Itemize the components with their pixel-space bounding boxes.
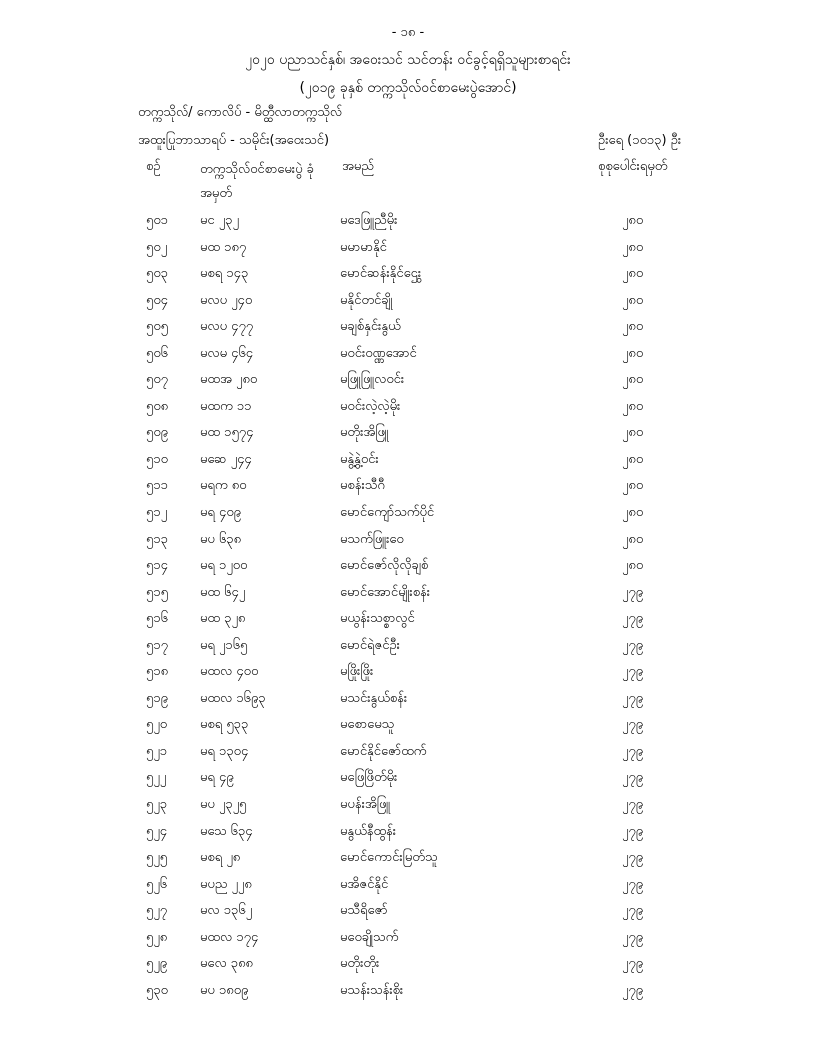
roll-number: မပ ၁၈၀၉ bbox=[200, 982, 249, 998]
row-number: ၅၂၀ bbox=[146, 717, 168, 733]
roll-number: မထ ၃၂၈ bbox=[200, 611, 246, 627]
header-total: စုစုပေါင်းရမှတ် bbox=[598, 159, 668, 174]
row-number: ၅၃၀ bbox=[146, 982, 168, 998]
student-name: မနွယ်နီထွန်း bbox=[340, 823, 397, 839]
roll-number: မလေ ၃၈၈ bbox=[200, 956, 253, 972]
table-row bbox=[0, 845, 816, 872]
roll-number: မပ ၆၃၈ bbox=[200, 531, 242, 547]
roll-number: မရ ၄၀၉ bbox=[200, 505, 241, 521]
roll-number: မပ ၂၃၂၅ bbox=[200, 797, 247, 813]
table-row bbox=[0, 473, 816, 500]
row-number: ၅၀၇ bbox=[146, 372, 168, 388]
table-row bbox=[0, 580, 816, 607]
row-number: ၅၂၉ bbox=[146, 956, 168, 972]
row-number: ၅၀၆ bbox=[146, 345, 168, 361]
row-number: ၅၁၂ bbox=[146, 505, 168, 521]
table-row bbox=[0, 659, 816, 686]
table-row bbox=[0, 553, 816, 580]
student-name: မတိုးတိုး bbox=[340, 956, 380, 972]
table-row bbox=[0, 367, 816, 394]
roll-number: မပည ၂၂၈ bbox=[200, 876, 252, 892]
header-roll: တက္ကသိုလ်ဝင်စာမေးပွဲ ခုံအမှတ် bbox=[200, 162, 314, 201]
row-number: ၅၁၈ bbox=[146, 664, 169, 680]
roll-number: မလ ၁၃၆၂ bbox=[200, 903, 253, 919]
total-marks: ၂၇၉ bbox=[622, 982, 644, 998]
table-row bbox=[0, 606, 816, 633]
table-row bbox=[0, 341, 816, 368]
table-row bbox=[0, 739, 816, 766]
table-row bbox=[0, 712, 816, 739]
student-name: မပန်းအိဖြူ bbox=[340, 797, 391, 813]
row-number: ၅၂၅ bbox=[146, 850, 168, 866]
table-row bbox=[0, 819, 816, 846]
student-name: မစောမေသူ bbox=[340, 717, 395, 733]
student-name: မဝင်းလဲ့လဲ့မိုး bbox=[340, 398, 401, 414]
table-row bbox=[0, 951, 816, 978]
student-name: မသက်ဖြူးဝေ bbox=[340, 531, 404, 547]
total-marks: ၂၈၀ bbox=[622, 319, 644, 335]
total-marks: ၂၈၀ bbox=[622, 213, 644, 228]
student-name: မောင်ဆန်းနိုင်ဌွေး bbox=[340, 266, 422, 282]
total-marks: ၂၈၀ bbox=[622, 372, 644, 388]
total-marks: ၂၇၉ bbox=[622, 743, 644, 759]
row-number: ၅၂၈ bbox=[146, 929, 168, 945]
student-name: မဖြိုးဖြိုး bbox=[340, 664, 374, 680]
roll-number: မဆေ ၂၄၄ bbox=[200, 451, 252, 467]
student-name: မချစ်နှင်းနွယ် bbox=[340, 319, 401, 335]
total-marks: ၂၈၀ bbox=[622, 451, 644, 467]
roll-number: မစရ ၂၈ bbox=[200, 850, 241, 866]
total-marks: ၂၈၀ bbox=[622, 531, 644, 547]
table-row bbox=[0, 394, 816, 421]
row-number: ၅၂၇ bbox=[146, 903, 168, 919]
student-name: မစန်းသီဂီ bbox=[340, 478, 385, 494]
table-row bbox=[0, 925, 816, 952]
page-number: - ၁၈ - bbox=[391, 25, 425, 40]
student-name: မဝင်းဝဏ္ဏအောင် bbox=[340, 345, 417, 361]
student-name: မအိဇင်နိုင် bbox=[340, 876, 389, 892]
student-name: မသီရိဇော် bbox=[340, 903, 388, 919]
total-marks: ၂၈၀ bbox=[622, 558, 644, 574]
total-marks: ၂၇၉ bbox=[622, 956, 644, 972]
roll-number: မထလ ၁၇၄ bbox=[200, 929, 259, 945]
table-row bbox=[0, 261, 816, 288]
roll-number: မထလ ၁၆၉၃ bbox=[200, 690, 266, 706]
row-number: ၅၁၇ bbox=[146, 637, 168, 653]
roll-number: မစရ ၅၃၃ bbox=[200, 717, 249, 733]
student-name: မဝေချိုသက် bbox=[340, 929, 399, 945]
university-line: တက္ကသိုလ်/ ကောလိပ် - မိတ္ထီလာတက္ကသိုလ် bbox=[138, 105, 343, 120]
table-row bbox=[0, 500, 816, 527]
table-row bbox=[0, 447, 816, 474]
row-number: ၅၀၅ bbox=[146, 319, 168, 335]
total-marks: ၂၈၀ bbox=[622, 505, 644, 521]
total-marks: ၂၇၉ bbox=[622, 770, 644, 786]
roll-number: မလပ ၂၄၀ bbox=[200, 292, 253, 308]
document-title: ၂၀၂၀ ပညာသင်နှစ်၊ အဝေးသင် သင်တန်း ဝင်ခွင့်ရရှိသူများစာရင်း bbox=[245, 52, 571, 68]
row-number: ၅၁၉ bbox=[146, 690, 168, 706]
document-subtitle: (၂၀၁၉ ခုနှစ် တက္ကသိုလ်ဝင်စာမေးပွဲအောင်) bbox=[299, 80, 517, 96]
student-name: မောင်နိုင်ဇော်ထက် bbox=[340, 743, 427, 759]
total-marks: ၂၈၀ bbox=[622, 398, 644, 414]
table-row bbox=[0, 527, 816, 554]
roll-number: မင ၂၃၂ bbox=[200, 213, 239, 228]
student-name: မောင်ရဲဇင်ဦး bbox=[340, 637, 400, 653]
row-number: ၅၂၁ bbox=[146, 743, 168, 759]
student-name: မမာမာနိုင် bbox=[340, 239, 387, 255]
roll-number: မစရ ၁၄၃ bbox=[200, 266, 249, 282]
total-count: ဦးရေ (၁၀၁၃) ဦး bbox=[598, 133, 682, 148]
total-marks: ၂၇၉ bbox=[622, 690, 644, 706]
table-row bbox=[0, 792, 816, 819]
roll-number: မထ ၁၅၇၄ bbox=[200, 425, 254, 441]
row-number: ၅၂၃ bbox=[146, 797, 168, 813]
total-marks: ၂၈၀ bbox=[622, 425, 644, 441]
total-marks: ၂၈၀ bbox=[622, 478, 644, 494]
row-number: ၅၀၁ bbox=[146, 213, 168, 228]
total-marks: ၂၈၀ bbox=[622, 292, 644, 308]
table-row bbox=[0, 314, 816, 341]
total-marks: ၂၈၀ bbox=[622, 266, 644, 282]
table-row bbox=[0, 633, 816, 660]
header-name: အမည် bbox=[342, 159, 374, 174]
table-row bbox=[0, 686, 816, 713]
row-number: ၅၁၁ bbox=[146, 478, 168, 494]
student-name: မဖြူဖြူလဝင်း bbox=[340, 372, 405, 388]
row-number: ၅၂၄ bbox=[146, 823, 168, 839]
student-name: မောင်ကောင်းမြတ်သူ bbox=[340, 850, 438, 866]
total-marks: ၂၇၉ bbox=[622, 850, 644, 866]
total-marks: ၂၇၉ bbox=[622, 903, 644, 919]
table-row bbox=[0, 872, 816, 899]
student-name: မယွန်းသစ္စာလွင် bbox=[340, 611, 415, 627]
table-row bbox=[0, 978, 816, 1005]
roll-number: မထ ၁၈၇ bbox=[200, 239, 247, 255]
table-row bbox=[0, 235, 816, 262]
total-marks: ၂၇၉ bbox=[622, 823, 644, 839]
table-row bbox=[0, 898, 816, 925]
table-row bbox=[0, 765, 816, 792]
student-name: မဒေဖြူညီမိုး bbox=[340, 213, 398, 228]
total-marks: ၂၇၉ bbox=[622, 717, 644, 733]
results-table bbox=[0, 208, 816, 1004]
roll-number: မရ ၄၉ bbox=[200, 770, 234, 786]
student-name: မနိုင်တင်ချို bbox=[340, 292, 393, 308]
student-name: မောင်ဇော်လိုလိုချစ် bbox=[340, 558, 429, 574]
total-marks: ၂၈၀ bbox=[622, 239, 644, 255]
student-name: မတိုးအိဖြူ bbox=[340, 425, 389, 441]
total-marks: ၂၇၉ bbox=[622, 637, 644, 653]
table-row bbox=[0, 208, 816, 235]
row-number: ၅၁၅ bbox=[146, 584, 168, 600]
student-name: မောင်ကျော်သက်ပိုင် bbox=[340, 505, 435, 521]
roll-number: မလပ ၄၇၇ bbox=[200, 319, 254, 335]
roll-number: မထအ ၂၈၀ bbox=[200, 372, 258, 388]
total-marks: ၂၇၉ bbox=[622, 611, 644, 627]
roll-number: မရ ၂၁၆၅ bbox=[200, 637, 248, 653]
row-number: ၅၁၆ bbox=[146, 611, 168, 627]
table-row bbox=[0, 420, 816, 447]
row-number: ၅၀၈ bbox=[146, 398, 169, 414]
roll-number: မရ ၁၃၀၄ bbox=[200, 743, 249, 759]
row-number: ၅၀၉ bbox=[146, 425, 168, 441]
roll-number: မထလ ၄၀၀ bbox=[200, 664, 259, 680]
student-name: မဖြေဖြိတ်မိုး bbox=[340, 770, 398, 786]
roll-number: မရ ၁၂၀၀ bbox=[200, 558, 248, 574]
row-number: ၅၁၀ bbox=[146, 451, 168, 467]
total-marks: ၂၇၉ bbox=[622, 797, 644, 813]
row-number: ၅၀၂ bbox=[146, 239, 168, 255]
total-marks: ၂၇၉ bbox=[622, 664, 644, 680]
roll-number: မရက ၈၀ bbox=[200, 478, 247, 494]
header-no: စဉ် bbox=[146, 159, 161, 174]
row-number: ၅၀၃ bbox=[146, 266, 168, 282]
total-marks: ၂၇၉ bbox=[622, 929, 644, 945]
student-name: မသန်းသန်းစိုး bbox=[340, 982, 404, 998]
roll-number: မလမ ၄၆၄ bbox=[200, 345, 254, 361]
roll-number: မထ ၆၄၂ bbox=[200, 584, 246, 600]
roll-number: မသေ ၆၃၄ bbox=[200, 823, 253, 839]
total-marks: ၂၇၉ bbox=[622, 584, 644, 600]
roll-number: မထက ၁၁ bbox=[200, 398, 252, 414]
row-number: ၅၀၄ bbox=[146, 292, 168, 308]
student-name: မနွဲ့နွဲ့ဝင်း bbox=[340, 451, 379, 467]
row-number: ၅၂၂ bbox=[146, 770, 167, 786]
student-name: မောင်အောင်မျိုးစန်း bbox=[340, 584, 431, 600]
total-marks: ၂၈၀ bbox=[622, 345, 644, 361]
row-number: ၅၁၃ bbox=[146, 531, 168, 547]
row-number: ၅၁၄ bbox=[146, 558, 168, 574]
student-name: မသင်းနွယ်စန်း bbox=[340, 690, 408, 706]
row-number: ၅၂၆ bbox=[146, 876, 168, 892]
table-row bbox=[0, 288, 816, 315]
subject-line: အထူးပြုဘာသာရပ် - သမိုင်း(အဝေးသင်) bbox=[138, 133, 330, 148]
total-marks: ၂၇၉ bbox=[622, 876, 644, 892]
